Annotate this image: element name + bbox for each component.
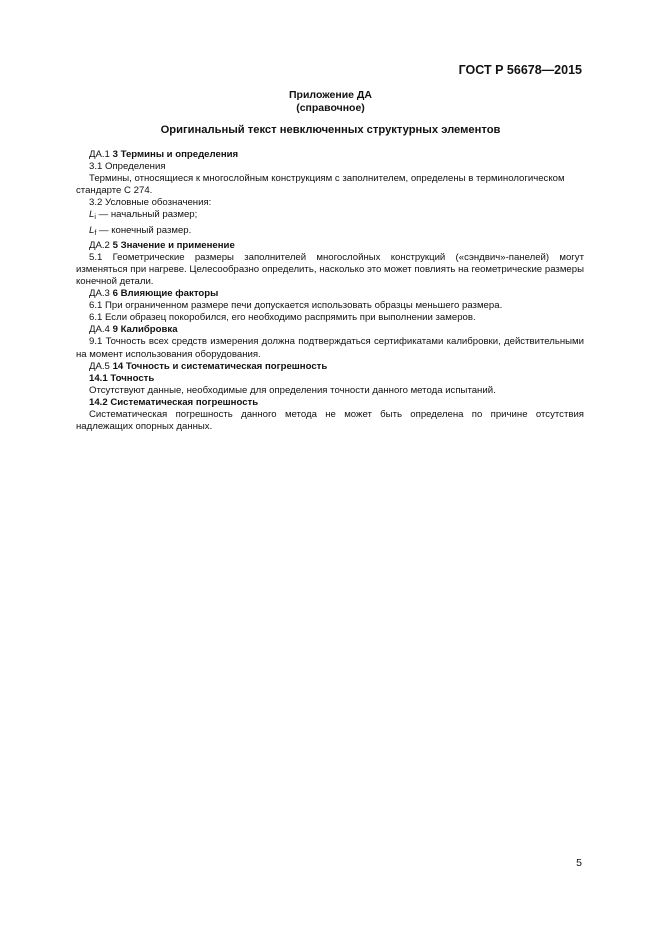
section-prefix: ДА.4 [89,324,110,336]
symbol-definition: — начальный размер; [95,209,198,221]
symbol-subscript: i [94,214,96,222]
paragraph-3-1: 3.1 Определения [89,161,166,173]
appendix-heading: Оригинальный текст невключенных структурных элементов [160,124,501,136]
paragraph-3-2: 3.2 Условные обозначения: [89,197,212,209]
section-da1 [76,149,584,161]
section-title: 3 Термины и определения [112,149,239,160]
section-da2 [76,240,584,252]
symbol-subscript: f [94,229,97,237]
symbol-letter: L [89,224,95,236]
section-title: 5 Значение и применение [112,239,235,251]
section-prefix: ДА.5 [89,360,110,372]
section-prefix: ДА.2 [89,239,110,251]
document-body [76,149,584,433]
symbol-definition: — конечный размер. [96,224,192,236]
symbol-letter: L [89,209,95,221]
appendix-title-block [0,89,661,115]
heading-14-2: 14.2 Систематическая погрешность [89,396,259,408]
paragraph-3-1-text: Термины, относящиеся к многослойным конструкциям с заполнителем, определены в терминологическом стандарте С 274. [76,173,565,197]
paragraph-14-2: Систематическая погрешность данного метода не может быть определена по причине отсутствия надлежащих опорных данных. [76,408,584,433]
appendix-title: Приложение ДА [289,89,372,101]
paragraph-14-1: Отсутствуют данные, необходимые для определения точности данного метода испытаний. [89,384,496,396]
symbol-lf [76,225,584,240]
section-prefix: ДА.3 [89,288,110,300]
heading-14-1: 14.1 Точность [89,372,155,384]
section-title: 6 Влияющие факторы [112,288,219,300]
paragraph-9-1: 9.1 Точность всех средств измерения должна подтверждаться сертификатами калибровки, действительными на момент использования оборудования. [76,336,584,360]
symbol-li [76,209,584,224]
section-title: 9 Калибровка [112,324,178,336]
section-prefix: ДА.1 [89,149,110,160]
paragraph-6-1b: 6.1 Если образец покоробился, его необходимо распрямить при выполнении замеров. [89,312,476,324]
standard-number: ГОСТ Р 56678—2015 [458,63,582,77]
page-number: 5 [576,857,582,869]
section-title: 14 Точность и систематическая погрешность [112,360,328,372]
section-da4 [76,324,584,336]
section-da3 [76,288,584,300]
paragraph-6-1: 6.1 При ограниченном размере печи допускается использовать образцы меньшего размера. [89,300,503,312]
appendix-subtitle: (справочное) [296,102,365,114]
paragraph-5-1: 5.1 Геометрические размеры заполнителей многослойных конструкций («сэндвич»-панелей) могут изменяться при нагреве. Целесообразно определить, насколько это может повлиять на геометрические размеры конечной детали. [76,251,584,287]
section-da5 [76,361,584,373]
